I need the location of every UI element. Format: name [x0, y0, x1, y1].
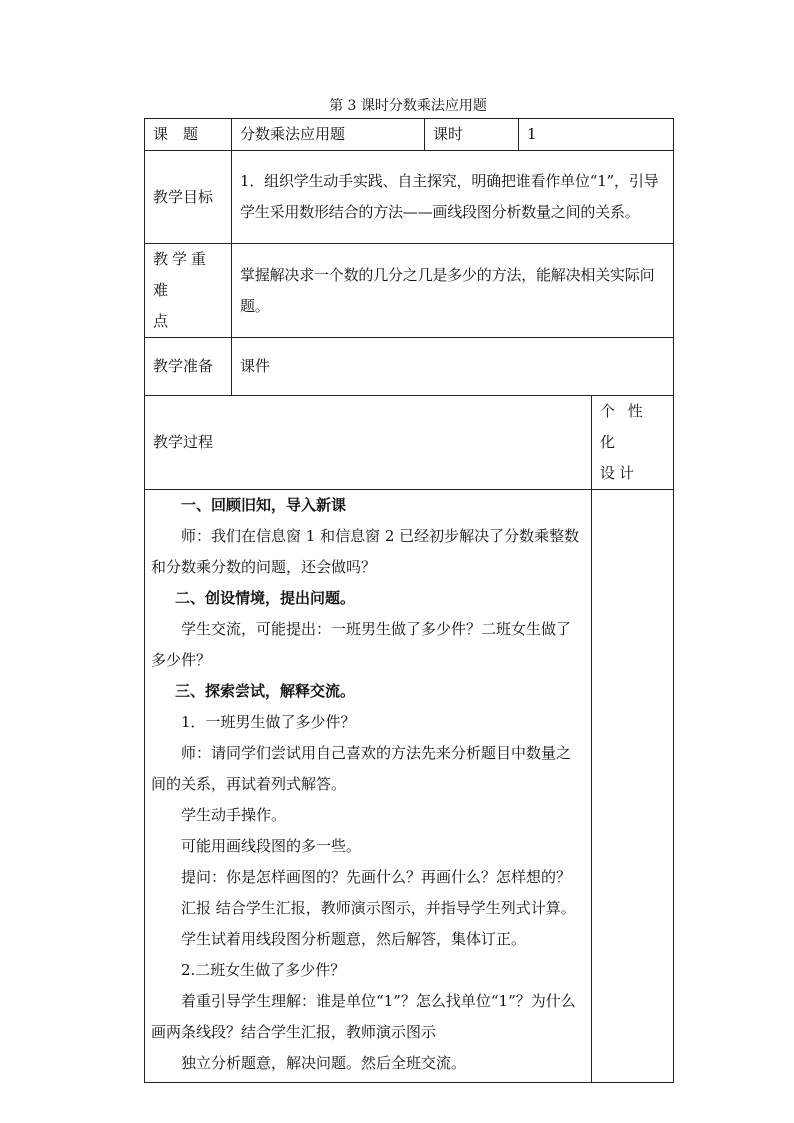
preparation-label: 教学准备: [145, 338, 232, 396]
section-3-paragraph-1: 师：请同学们尝试用自己喜欢的方法先来分析题目中数量之间的关系，再试着列式解答。: [151, 744, 572, 793]
personal-design-cell: [592, 490, 674, 1083]
keypoints-text: 掌握解决求一个数的几分之几是多少的方法，能解决相关实际问题。: [232, 244, 674, 338]
row-process-header: [145, 396, 674, 490]
topic-label: 课 题: [145, 119, 232, 151]
section-1-heading: 一、回顾旧知，导入新课: [181, 496, 347, 514]
lesson-plan-table: [144, 118, 674, 1083]
keypoints-label-line1: 教学重难: [153, 250, 211, 299]
process-content: [145, 490, 592, 1083]
period-value: 1: [519, 119, 674, 151]
section-3-paragraph-3: 可能用画线段图的多一些。: [181, 837, 362, 855]
section-3-paragraph-6: 学生试着用线段图分析题意，然后解答，集体订正。: [181, 930, 527, 948]
process-label: 教学过程: [145, 396, 592, 490]
period-label: 课时: [425, 119, 519, 151]
keypoints-label: [145, 244, 232, 338]
topic-value: 分数乘法应用题: [232, 119, 425, 151]
document-title: 第 3 课时分数乘法应用题: [329, 98, 487, 114]
personal-label-line1: 个 性 化: [600, 402, 647, 451]
section-3-paragraph-4: 提问：你是怎样画图的？先画什么？再画什么？怎样想的？: [181, 868, 572, 886]
section-3-question-1: 1．一班男生做了多少件？: [181, 713, 356, 731]
section-3-question-2: 2.二班女生做了多少件？: [181, 961, 346, 979]
section-2-paragraph: 学生交流，可能提出：一班男生做了多少件？二班女生做了多少件？: [151, 620, 572, 669]
objectives-label: 教学目标: [145, 151, 232, 244]
objectives-text: 1．组织学生动手实践、自主探究，明确把谁看作单位“1”，引导学生采用数形结合的方法——画线段图分析数量之间的关系。: [232, 151, 674, 244]
preparation-text: 课件: [232, 338, 674, 396]
section-3-heading: 三、探索尝试，解释交流。: [175, 682, 356, 700]
section-3-paragraph-7: 着重引导学生理解：谁是单位“1”？怎么找单位“1”？为什么画两条线段？结合学生汇报，教师演示图示: [151, 992, 576, 1041]
row-topic: [145, 119, 674, 151]
personal-design-label: [592, 396, 674, 490]
section-2-heading: 二、创设情境，提出问题。: [175, 589, 356, 607]
row-objectives: [145, 151, 674, 244]
section-3-paragraph-2: 学生动手操作。: [181, 806, 287, 824]
keypoints-label-line2: 点: [153, 312, 173, 330]
row-process-body: [145, 490, 674, 1083]
row-keypoints: [145, 244, 674, 338]
section-1-paragraph: 师：我们在信息窗 1 和信息窗 2 已经初步解决了分数乘整数和分数乘分数的问题，还会做吗？: [151, 527, 580, 576]
section-3-paragraph-5: 汇报 结合学生汇报，教师演示图示，并指导学生列式计算。: [181, 899, 576, 917]
personal-label-line2: 设计: [600, 464, 639, 482]
row-preparation: [145, 338, 674, 396]
section-3-paragraph-8: 独立分析题意，解决问题。然后全班交流。: [181, 1054, 467, 1072]
